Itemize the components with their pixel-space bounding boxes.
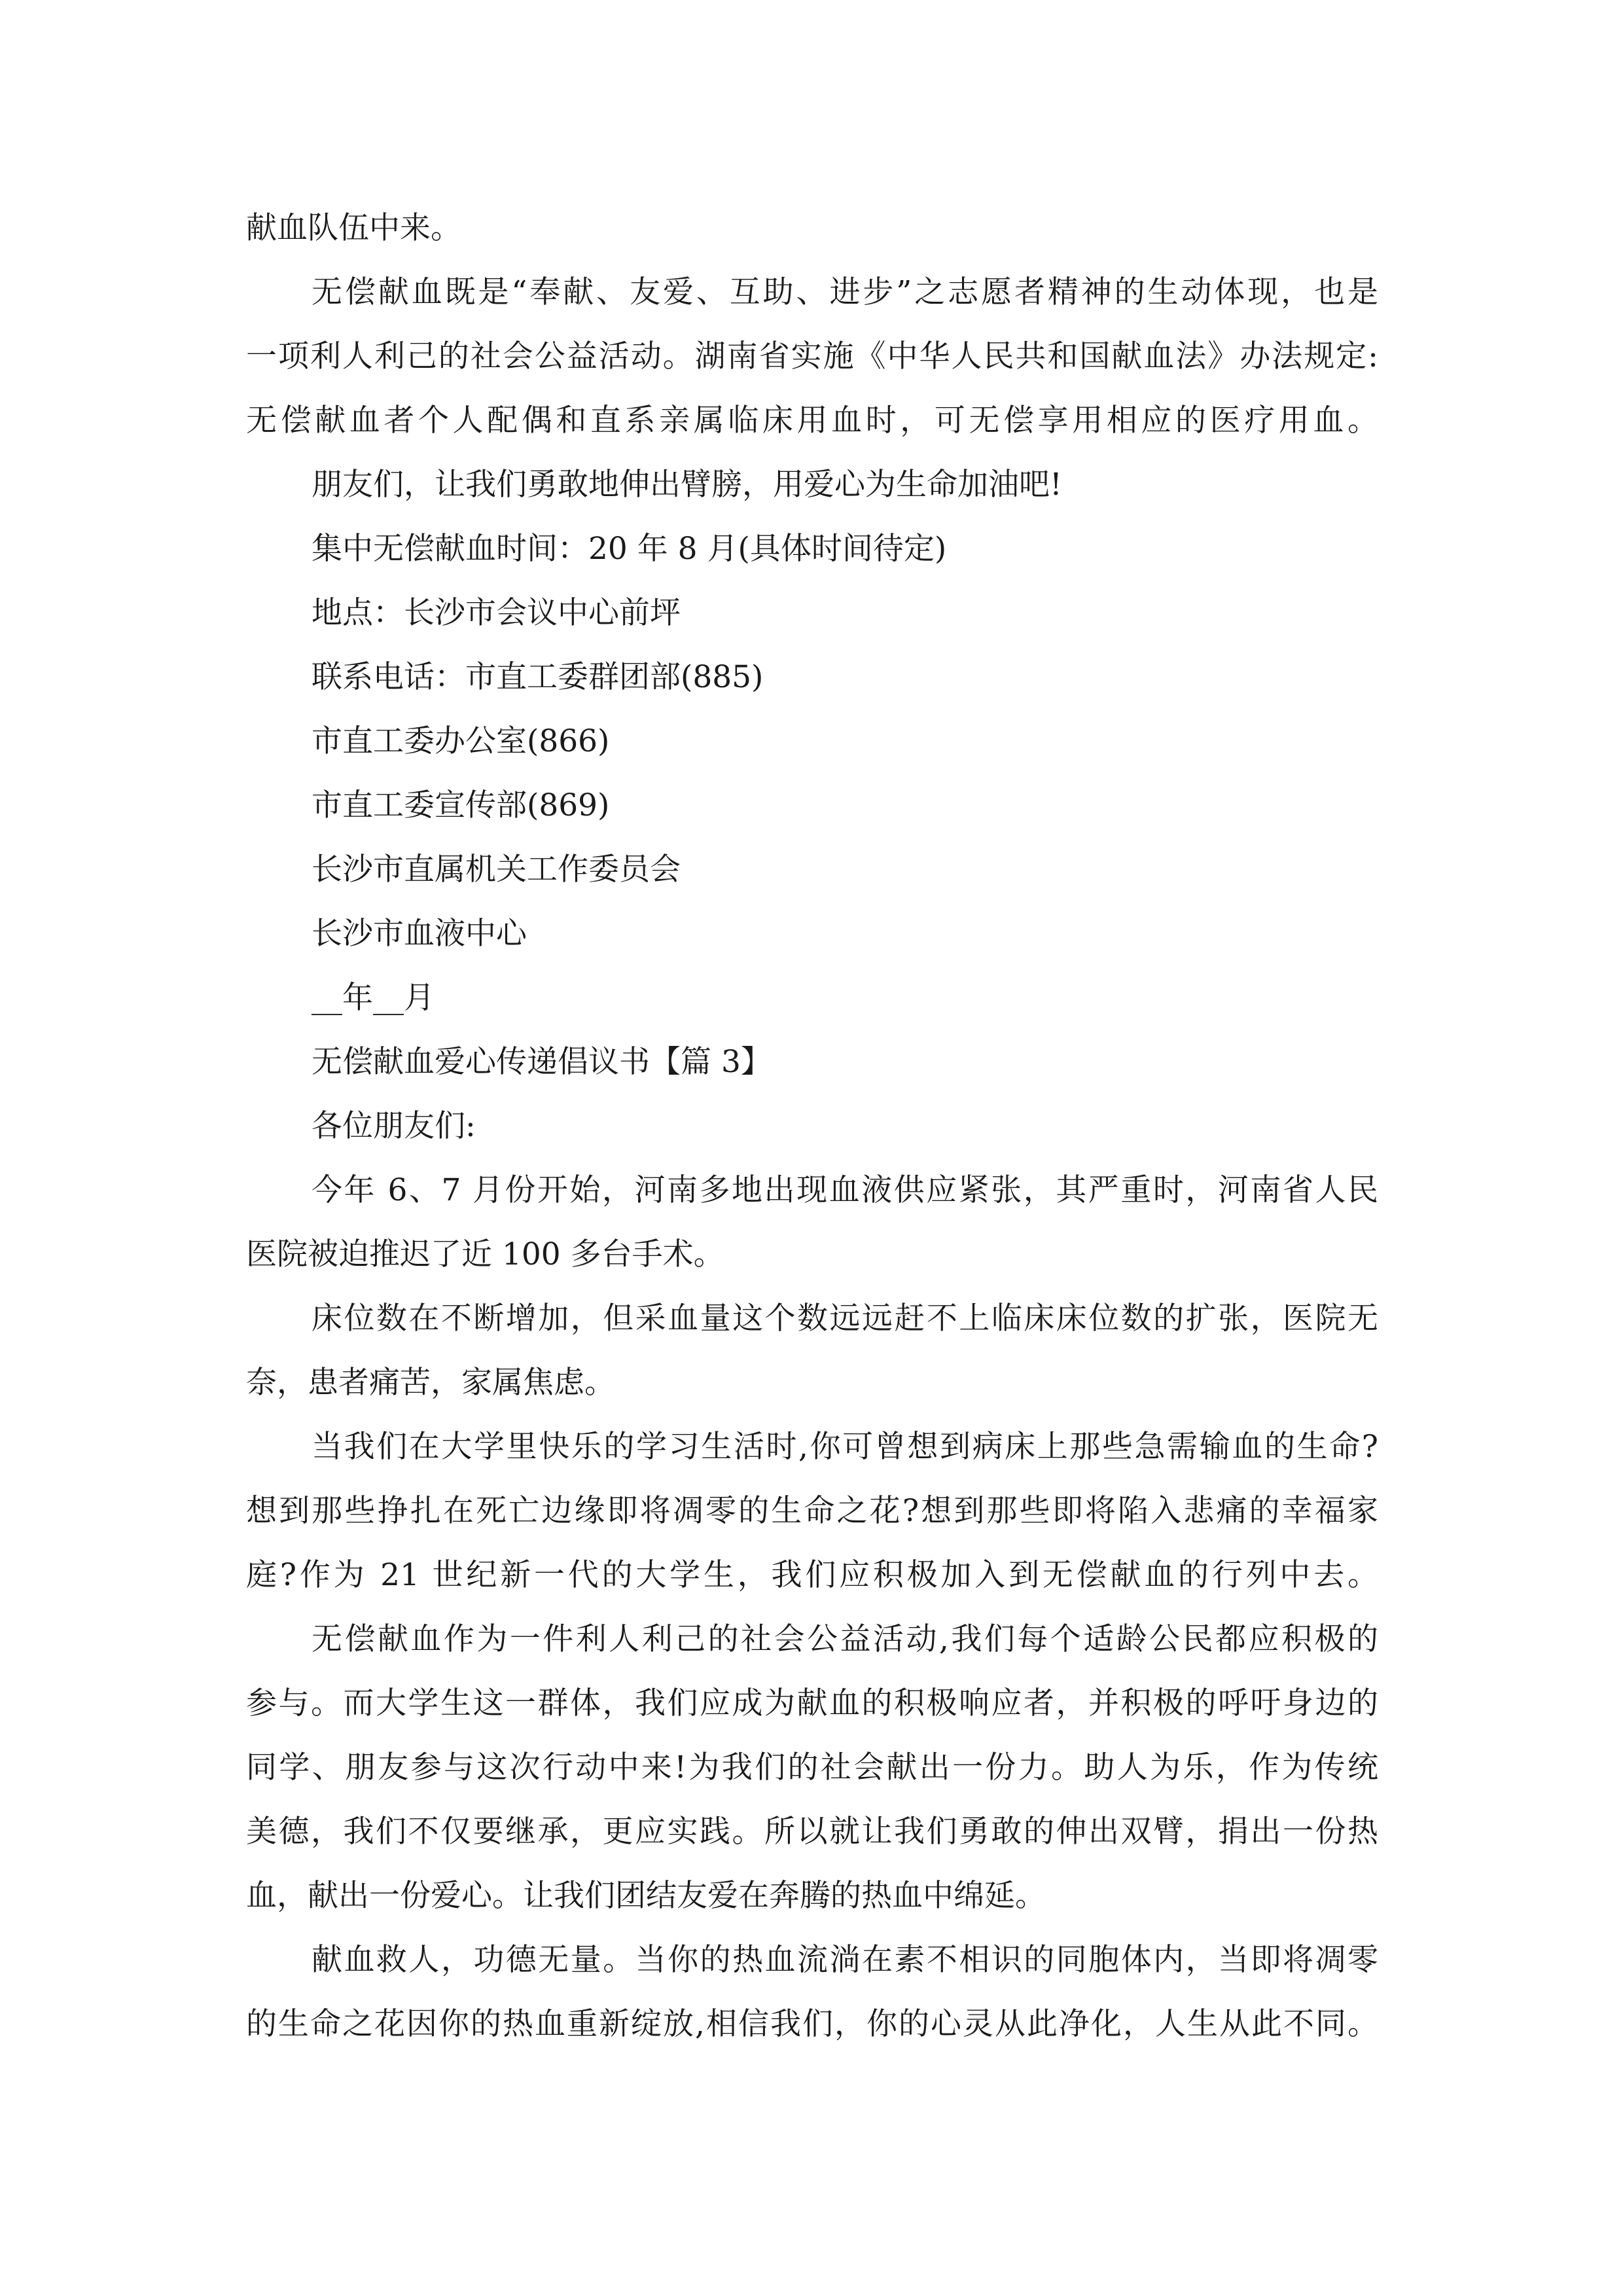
text-line-23: 无偿献血作为一件利人利己的社会公益活动,我们每个适龄公民都应积极的 — [312, 1621, 1378, 1657]
text-line-16: 今年 6、7 月份开始，河南多地出现血液供应紧张，其严重时，河南省人民 — [312, 1172, 1378, 1208]
text-line-19: 奈，患者痛苦，家属焦虑。 — [246, 1365, 615, 1401]
text-line-28: 献血救人，功德无量。当你的热血流淌在素不相识的同胞体内，当即将凋零 — [312, 1942, 1378, 1978]
text-line-4: 无偿献血者个人配偶和直系亲属临床用血时，可无偿享用相应的医疗用血。 — [246, 403, 1378, 439]
text-line-10: 市直工委宣传部(869) — [312, 787, 610, 823]
document-body — [246, 196, 1378, 2056]
text-line-7: 地点：长沙市会议中心前坪 — [312, 595, 681, 631]
text-line-29: 的生命之花因你的热血重新绽放,相信我们，你的心灵从此净化，人生从此不同。 — [246, 2006, 1378, 2042]
text-line-24: 参与。而大学生这一群体，我们应成为献血的积极响应者，并积极的呼吁身边的 — [246, 1685, 1378, 1721]
text-line-2: 无偿献血既是“奉献、友爱、互助、进步”之志愿者精神的生动体现，也是 — [312, 274, 1378, 310]
text-line-3: 一项利人利己的社会公益活动。湖南省实施《中华人民共和国献血法》办法规定: — [246, 338, 1378, 374]
text-line-1: 献血队伍中来。 — [246, 210, 461, 246]
text-line-17: 医院被迫推迟了近 100 多台手术。 — [246, 1236, 724, 1272]
text-line-20: 当我们在大学里快乐的学习生活时,你可曾想到病床上那些急需输血的生命? — [312, 1429, 1378, 1465]
text-line-5: 朋友们，让我们勇敢地伸出臂膀，用爱心为生命加油吧! — [312, 467, 1062, 503]
text-line-25: 同学、朋友参与这次行动中来!为我们的社会献出一份力。助人为乐，作为传统 — [246, 1749, 1378, 1785]
text-line-8: 联系电话：市直工委群团部(885) — [312, 659, 764, 695]
text-line-13: __年__月 — [312, 980, 435, 1016]
text-line-6: 集中无偿献血时间：20 年 8 月(具体时间待定) — [312, 531, 947, 567]
salutation: 各位朋友们: — [312, 1108, 476, 1144]
text-line-21: 想到那些挣扎在死亡边缘即将凋零的生命之花?想到那些即将陷入悲痛的幸福家 — [246, 1493, 1378, 1529]
text-line-11: 长沙市直属机关工作委员会 — [312, 852, 681, 888]
text-line-18: 床位数在不断增加，但采血量这个数远远赶不上临床床位数的扩张，医院无 — [312, 1300, 1378, 1336]
text-line-27: 血，献出一份爱心。让我们团结友爱在奔腾的热血中绵延。 — [246, 1878, 1046, 1914]
section-heading: 无偿献血爱心传递倡议书【篇 3】 — [312, 1044, 772, 1080]
text-line-12: 长沙市血液中心 — [312, 916, 527, 952]
text-line-26: 美德，我们不仅要继承，更应实践。所以就让我们勇敢的伸出双臂，捐出一份热 — [246, 1814, 1378, 1850]
text-line-22: 庭?作为 21 世纪新一代的大学生，我们应积极加入到无偿献血的行列中去。 — [246, 1557, 1378, 1593]
text-line-9: 市直工委办公室(866) — [312, 723, 610, 759]
